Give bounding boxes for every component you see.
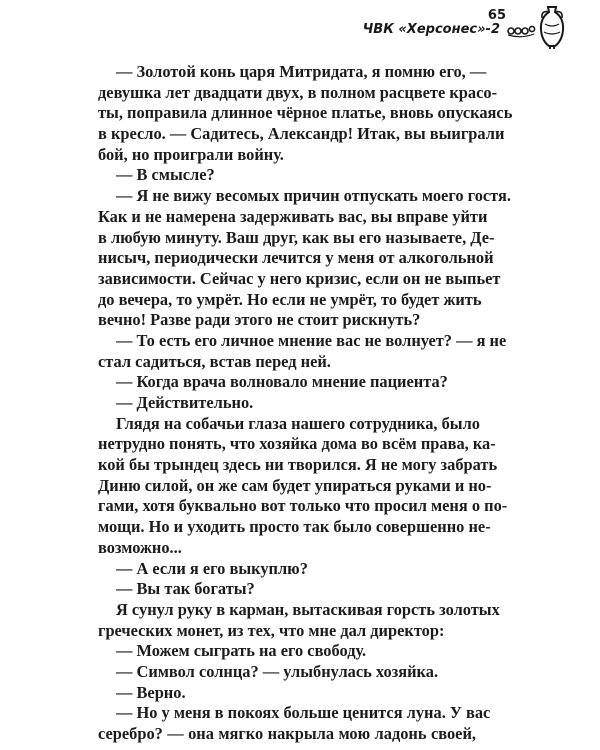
text-line: ты, поправила длинное чёрное платье, вновь опускаясь: [98, 103, 513, 123]
text-line: до вечера, то умрёт. Но если не умрёт, то будет жить: [98, 289, 482, 309]
running-title: ЧВК «Херсонес»-2: [362, 22, 500, 37]
body-text: [98, 62, 513, 745]
text-line: — Можем сыграть на его свободу.: [116, 641, 367, 661]
text-line: в любую минуту. Ваш друг, как вы его называете, Де-: [98, 227, 495, 247]
text-line: кой бы трындец здесь ни творился. Я не могу забрать: [98, 455, 498, 475]
text-line: греческих монет, из тех, что мне дал директор:: [98, 620, 445, 640]
text-line: зависимости. Сейчас у него кризис, если он не выпьет: [98, 268, 501, 288]
text-line: возможно...: [98, 537, 182, 557]
chain-ornament-icon: [506, 18, 536, 40]
text-line: — Но у меня в покоях больше ценится луна. У вас: [116, 703, 491, 723]
text-line: в кресло. — Садитесь, Александр! Итак, вы выиграли: [98, 124, 505, 144]
text-line: Как и не намерена задерживать вас, вы вправе уйти: [98, 206, 488, 226]
text-line: стал садиться, встав перед ней.: [98, 351, 331, 371]
text-line: — Верно.: [116, 682, 186, 702]
text-line: мощи. Но и уходить просто так было совершенно не-: [98, 517, 491, 537]
text-line: — Символ солнца? — улыбнулась хозяйка.: [116, 661, 439, 681]
text-line: девушка лет двадцати двух, в полном расцвете красо-: [98, 82, 498, 102]
page-number: 65: [487, 8, 506, 23]
text-line: — То есть его личное мнение вас не волнует? — я не: [116, 330, 507, 350]
text-line: вечно! Разве ради этого не стоит рискнуть?: [98, 310, 421, 330]
text-line: Я сунул руку в карман, вытаскивая горсть золотых: [116, 599, 500, 619]
amphora-icon: [538, 4, 566, 50]
text-line: — В смысле?: [116, 165, 215, 185]
text-line: — А если я его выкуплю?: [116, 558, 308, 578]
text-line: бой, но проиграли войну.: [98, 144, 284, 164]
text-line: Глядя на собачьи глаза нашего сотрудника, было: [116, 413, 480, 433]
text-line: Диню силой, он же сам будет упираться руками и но-: [98, 475, 492, 495]
text-line: — Я не вижу весомых причин отпускать моего гостя.: [116, 186, 511, 206]
text-line: серебро? — она мягко накрыла мою ладонь своей,: [98, 724, 476, 743]
text-line: — Золотой конь царя Митридата, я помню его, —: [116, 62, 487, 81]
text-line: — Когда врача волновало мнение пациента?: [116, 372, 448, 392]
text-line: — Вы так богаты?: [116, 579, 255, 599]
text-line: нетрудно понять, что хозяйка дома во всём права, ка-: [98, 434, 496, 454]
text-line: — Действительно.: [116, 393, 254, 412]
text-line: нисыч, периодически лечится у меня от алкогольной: [98, 248, 494, 268]
text-line: гами, хотя буквально вот только что просил меня о по-: [98, 496, 508, 516]
